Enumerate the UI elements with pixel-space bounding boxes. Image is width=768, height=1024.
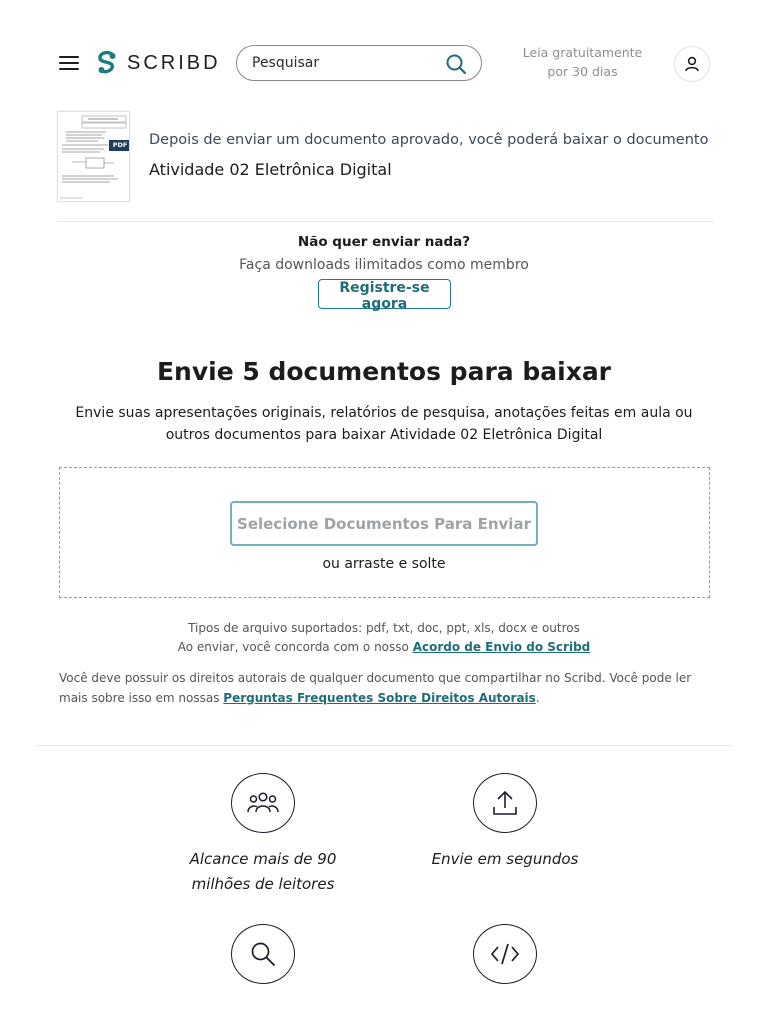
document-preview-icon <box>58 112 130 202</box>
member-promo-subtitle: Faça downloads ilimitados como membro <box>239 257 529 273</box>
search-bar <box>236 45 482 81</box>
search-icon[interactable] <box>445 53 467 75</box>
document-title: Atividade 02 Eletrônica Digital <box>149 160 392 179</box>
menu-icon[interactable] <box>59 56 79 71</box>
copyright-faq-link[interactable]: Perguntas Frequentes Sobre Direitos Autorais <box>223 690 536 705</box>
code-icon <box>490 942 520 966</box>
feature-upload-label: Envie em segundos <box>431 850 579 868</box>
member-promo-title: Não quer enviar nada? <box>297 234 471 250</box>
feature-embed <box>473 924 537 984</box>
logo-text: SCRIBD <box>127 51 221 74</box>
select-documents-button[interactable]: Selecione Documentos Para Enviar <box>230 501 538 546</box>
document-thumbnail <box>57 111 130 202</box>
upload-agreement <box>0 640 768 654</box>
download-note: Depois de enviar um documento aprovado, você poderá baixar o documento <box>149 132 709 148</box>
upload-icon <box>492 789 518 817</box>
pdf-badge: PDF <box>109 140 130 151</box>
feature-reach-label <box>168 847 358 897</box>
feature-upload <box>473 773 537 833</box>
copyright-text-end: . <box>535 690 540 705</box>
drag-drop-text: ou arraste e solte <box>322 556 446 572</box>
copyright-notice <box>59 669 709 708</box>
user-icon <box>683 55 701 73</box>
upload-agreement-link[interactable]: Acordo de Envio do Scribd <box>412 640 591 654</box>
agreement-text: Ao enviar, você concorda com o nosso <box>177 640 413 654</box>
feature-reach-line-1: Alcance mais de 90 <box>189 850 337 868</box>
feature-search <box>231 924 295 984</box>
user-account-button[interactable] <box>674 46 710 82</box>
register-button[interactable]: Registre-se agora <box>318 279 451 309</box>
upload-description: Envie suas apresentações originais, relatórios de pesquisa, anotações feitas em aula ou outros documentos para baixar Atividade 02 Eletrônica Digital <box>75 405 693 443</box>
promo-line-1: Leia gratuitamente <box>522 45 643 60</box>
free-trial-link[interactable] <box>520 43 645 81</box>
feature-reach <box>231 773 295 833</box>
upload-heading: Envie 5 documentos para baixar <box>156 357 612 386</box>
copyright-text: Você deve possuir os direitos autorais de qualquer documento que compartilhar no Scribd. Você pode ler mais sobre isso em nossas <box>59 671 692 705</box>
divider <box>36 745 732 746</box>
feature-reach-line-2: milhões de leitores <box>191 875 335 893</box>
search-input[interactable] <box>252 46 442 80</box>
promo-line-2: por 30 dias <box>547 64 618 79</box>
search-icon <box>249 940 277 968</box>
scribd-logo-icon <box>96 50 118 76</box>
supported-file-types: Tipos de arquivo suportados: pdf, txt, doc, ppt, xls, docx e outros <box>188 621 580 635</box>
people-icon <box>246 790 280 816</box>
scribd-logo[interactable] <box>96 50 221 76</box>
divider <box>57 221 714 222</box>
